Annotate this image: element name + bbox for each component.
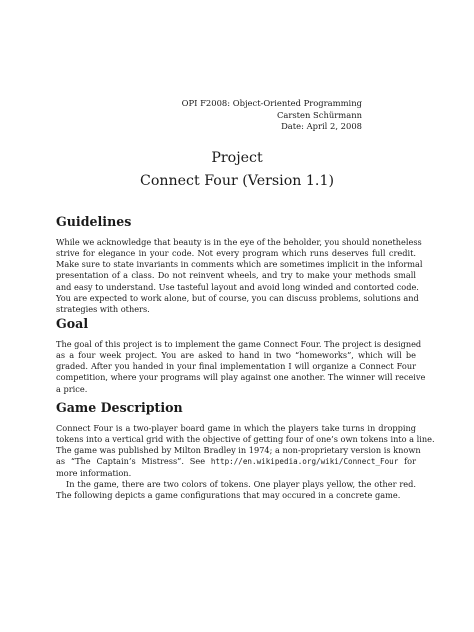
goal-paragraph xyxy=(56,339,426,395)
paragraph-line: as a four week project. You are asked to hand in two “homeworks”, which will be xyxy=(56,350,416,361)
document-subtitle: Connect Four (Version 1.1) xyxy=(139,173,335,189)
paragraph-line: and easy to understand. Use tasteful layout and avoid long winded and contorted code. xyxy=(56,281,419,292)
paragraph-line: The following depicts a game configurations that may occured in a concrete game. xyxy=(56,489,401,500)
paragraph-line: presentation of a class. Do not reinvent wheels, and try to make your methods small xyxy=(56,270,416,281)
document-header xyxy=(182,98,362,133)
section-heading-game-description: Game Description xyxy=(56,400,183,415)
paragraph-line: competition, where your programs will play against one another. The winner will receive xyxy=(56,372,426,383)
guidelines-paragraph xyxy=(56,237,423,315)
text-span: for xyxy=(398,456,416,467)
paragraph-line: In the game, there are two colors of tokens. One player plays yellow, the other red. xyxy=(66,478,416,489)
paragraph-line: You are expected to work alone, but of course, you can discuss problems, solutions and xyxy=(56,292,419,303)
document-title: Project xyxy=(211,150,263,166)
paragraph-line: tokens into a vertical grid with the objective of getting four of one’s own tokens into a line. xyxy=(56,434,435,445)
paragraph-line: graded. After you handed in your final implementation I will organize a Connect Four xyxy=(56,361,416,372)
paragraph-line: Make sure to state invariants in comments which are sometimes implicit in the informal xyxy=(56,259,423,270)
section-heading-guidelines: Guidelines xyxy=(56,214,132,229)
paragraph-line xyxy=(56,456,416,467)
document-date: Date: April 2, 2008 xyxy=(281,121,362,132)
game-description-paragraph xyxy=(56,423,435,501)
paragraph-line: more information. xyxy=(56,467,132,478)
course-name: OPI F2008: Object-Oriented Programming xyxy=(181,98,362,108)
paragraph-line: The goal of this project is to implement the game Connect Four. The project is designed xyxy=(56,339,422,349)
text-span: as “The Captain’s Mistress”. See xyxy=(56,456,211,467)
paragraph-line: The game was published by Milton Bradley in 1974; a non-proprietary version is known xyxy=(56,445,421,456)
paragraph-line: a price. xyxy=(56,383,88,394)
author-name: Carsten Schürmann xyxy=(276,109,362,120)
wikipedia-link[interactable]: http://en.wikipedia.org/wiki/Connect_Four xyxy=(210,457,399,467)
paragraph-line: While we acknowledge that beauty is in the eye of the beholder, you should nonetheless xyxy=(56,237,422,247)
section-heading-goal: Goal xyxy=(56,316,89,331)
paragraph-line: strive for elegance in your code. Not every program which runs deserves full credit. xyxy=(56,248,416,259)
paragraph-line: Connect Four is a two-player board game in which the players take turns in dropping xyxy=(56,423,416,433)
paragraph-line: strategies with others. xyxy=(56,303,150,314)
